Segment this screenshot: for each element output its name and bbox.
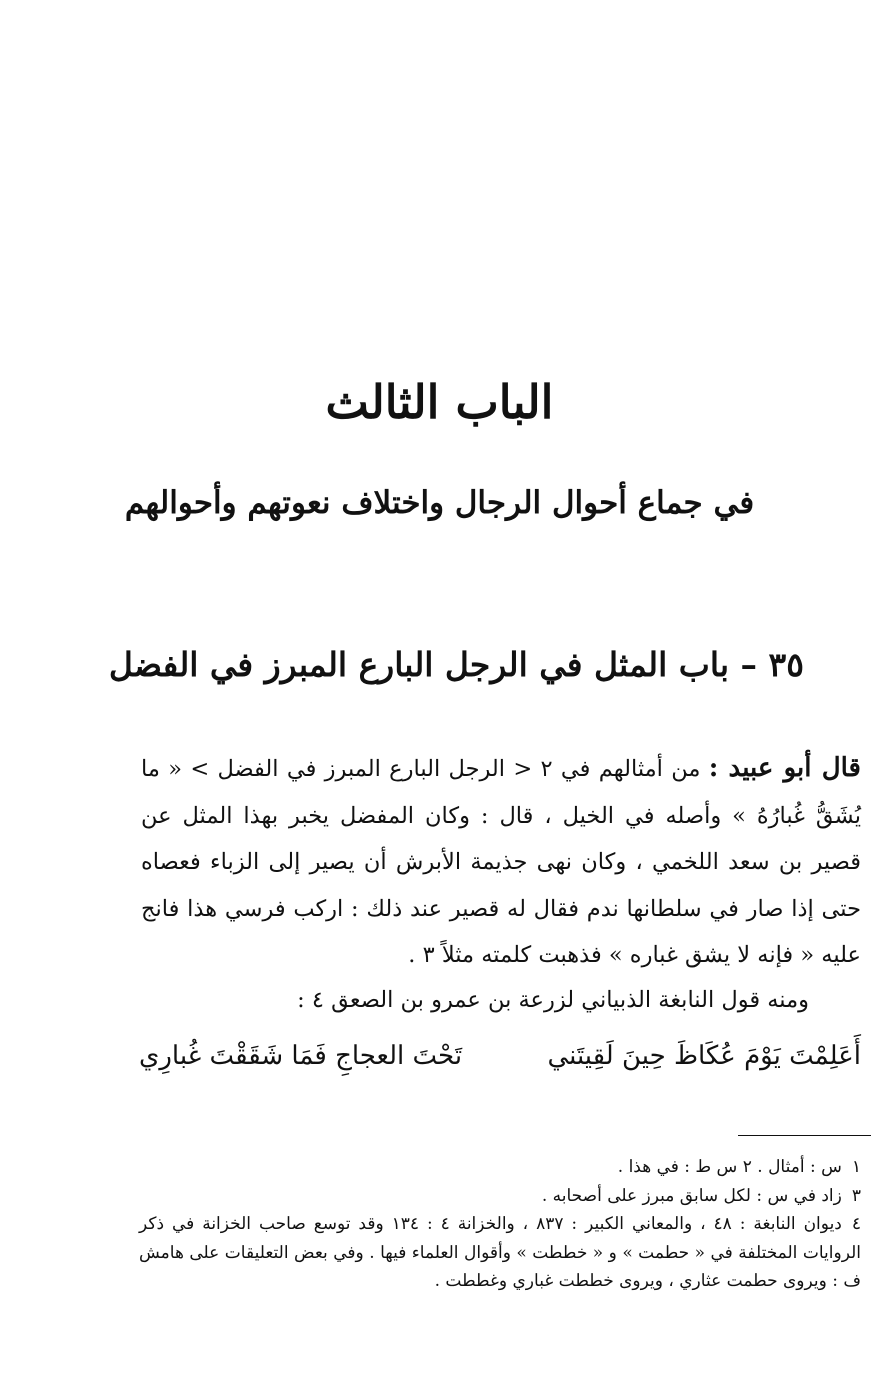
footnote-text: زاد في س : لكل سابق مبرز على أصحابه .	[541, 1185, 842, 1206]
footnote-text: س : أمثال . ٢ س ط : في هذا .	[617, 1157, 842, 1177]
body-paragraph-text: من أمثالهم في ٢ < الرجل البارع المبرز في الفضل > « ما يُشَقُّ غُبارُهُ » وأصله في الخيل ، قال : وكان المفضل يخبر بهذا المثل عن قصير بن سعد اللخمي ، وكان نهى جذيمة الأبرش أن يصير إلى الزباء فعصاه حتى إذا صار في سلطانها ندم فقال له قصير عند ذلك : اركب فرسي هذا فانج عليه « فإنه لا يشق غباره » فذهبت كلمته مثلاً ٣ .	[141, 756, 861, 968]
poem-verse	[139, 1030, 861, 1082]
footnote-number: ٤	[851, 1214, 862, 1234]
footnotes-list	[139, 1153, 861, 1296]
footnote-item	[139, 1210, 861, 1296]
footnote-item	[139, 1153, 861, 1182]
section-heading: ٣٥ – باب المثل في الرجل البارع المبرز في الفضل	[108, 645, 804, 684]
body-paragraph	[141, 745, 861, 979]
footnote-number: ١	[851, 1157, 861, 1177]
footnote-text: ديوان النابغة : ٤٨ ، والمعاني الكبير : ٨٣٧ ، والخزانة ٤ : ١٣٤ وقد توسع صاحب الخزانة في ذكر الروايات المختلفة في « حطمت » و « خططت » وأقوال العلماء فيها . وفي بعض التعليقات على هامش ف : ويروى حطمت عثاري ، ويروى خططت غباري وغططت .	[139, 1214, 861, 1291]
footnote-divider	[738, 1135, 871, 1136]
footnote-number: ٣	[851, 1185, 861, 1206]
verse-first-hemistich: أَعَلِمْتَ يَوْمَ عُكَاظَ حِينَ لَقِيتَني	[547, 1041, 861, 1071]
verse-intro: ومنه قول النابغة الذبياني لزرعة بن عمرو بن الصعق ٤ :	[297, 987, 809, 1013]
verse-second-hemistich: تَحْتَ العجاجِ فَمَا شَقَقْتَ غُبارِي	[139, 1041, 463, 1071]
speaker-attribution: قال أبو عبيد :	[708, 753, 861, 783]
chapter-title: الباب الثالث	[325, 375, 554, 429]
footnote-item	[139, 1182, 861, 1211]
chapter-subtitle: في جماع أحوال الرجال واختلاف نعوتهم وأحوالهم	[124, 485, 755, 521]
